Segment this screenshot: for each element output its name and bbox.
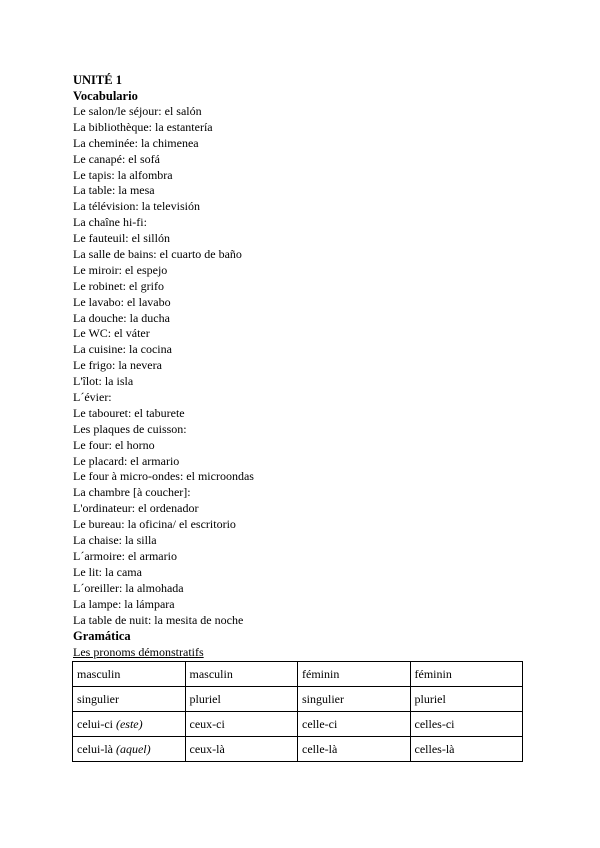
vocab-item: L´évier: xyxy=(73,390,112,405)
vocab-item: L'îlot: la isla xyxy=(73,374,134,389)
table-cell: celles-ci xyxy=(410,712,523,737)
vocab-item: La bibliothèque: la estantería xyxy=(73,119,213,134)
vocab-item: Le WC: el váter xyxy=(73,326,150,341)
vocab-item: Le placard: el armario xyxy=(73,453,180,468)
vocab-item: La chaîne hi-fi: xyxy=(73,215,147,230)
pronoun-text: celui-ci xyxy=(77,716,113,731)
table-cell: masculin xyxy=(185,662,298,687)
vocab-item: La télévision: la televisión xyxy=(73,199,200,214)
vocab-item: La table: la mesa xyxy=(73,183,155,198)
vocab-item: La cheminée: la chimenea xyxy=(73,135,199,150)
vocab-item: La chaise: la silla xyxy=(73,533,157,548)
table-cell: celles-là xyxy=(410,737,523,762)
vocab-item: Les plaques de cuisson: xyxy=(73,421,187,436)
table-row xyxy=(73,737,523,762)
vocab-item: Le robinet: el grifo xyxy=(73,278,164,293)
vocabulary-list xyxy=(73,104,533,628)
table-cell: masculin xyxy=(73,662,186,687)
vocab-item: L´armoire: el armario xyxy=(73,548,177,563)
vocab-item: Le tapis: la alfombra xyxy=(73,167,173,182)
demonstrative-pronouns-table xyxy=(72,661,523,762)
vocab-item: Le fauteuil: el sillón xyxy=(73,231,170,246)
translation-note: (este) xyxy=(115,716,143,731)
table-row xyxy=(73,662,523,687)
translation-note: (aquel) xyxy=(115,741,151,756)
vocab-item: La lampe: la lámpara xyxy=(73,596,175,611)
table-cell xyxy=(73,712,186,737)
vocab-item: L'ordinateur: el ordenador xyxy=(73,501,199,516)
table-cell: pluriel xyxy=(185,687,298,712)
vocab-item: Le four à micro-ondes: el microondas xyxy=(73,469,254,484)
table-cell: ceux-ci xyxy=(185,712,298,737)
table-cell: féminin xyxy=(298,662,411,687)
table-cell: celle-là xyxy=(298,737,411,762)
unit-title: UNITÉ 1 xyxy=(73,73,122,87)
pronoun-text: celui-là xyxy=(77,741,113,756)
table-row xyxy=(73,687,523,712)
table-cell: singulier xyxy=(298,687,411,712)
table-cell: celle-ci xyxy=(298,712,411,737)
vocab-item: Le frigo: la nevera xyxy=(73,358,162,373)
vocab-item: Le tabouret: el taburete xyxy=(73,405,185,420)
document-page xyxy=(73,72,533,762)
table-cell xyxy=(73,737,186,762)
vocab-item: Le bureau: la oficina/ el escritorio xyxy=(73,517,236,532)
vocab-item: L´oreiller: la almohada xyxy=(73,580,184,595)
vocab-item: Le four: el horno xyxy=(73,437,155,452)
table-cell: singulier xyxy=(73,687,186,712)
vocab-item: La chambre [à coucher]: xyxy=(73,485,191,500)
table-cell: ceux-là xyxy=(185,737,298,762)
grammar-heading: Gramática xyxy=(73,629,131,644)
vocab-item: La salle de bains: el cuarto de baño xyxy=(73,247,242,262)
vocab-item: La table de nuit: la mesita de noche xyxy=(73,612,244,627)
vocab-item: Le canapé: el sofá xyxy=(73,151,160,166)
table-cell: pluriel xyxy=(410,687,523,712)
vocabulary-heading: Vocabulario xyxy=(73,89,138,103)
vocab-item: Le lavabo: el lavabo xyxy=(73,294,171,309)
grammar-subheading: Les pronoms démonstratifs xyxy=(73,645,204,660)
vocab-item: La douche: la ducha xyxy=(73,310,170,325)
table-cell: féminin xyxy=(410,662,523,687)
vocab-item: La cuisine: la cocina xyxy=(73,342,172,357)
vocab-item: Le miroir: el espejo xyxy=(73,262,168,277)
vocab-item: Le salon/le séjour: el salón xyxy=(73,104,202,118)
table-row xyxy=(73,712,523,737)
vocab-item: Le lit: la cama xyxy=(73,564,142,579)
